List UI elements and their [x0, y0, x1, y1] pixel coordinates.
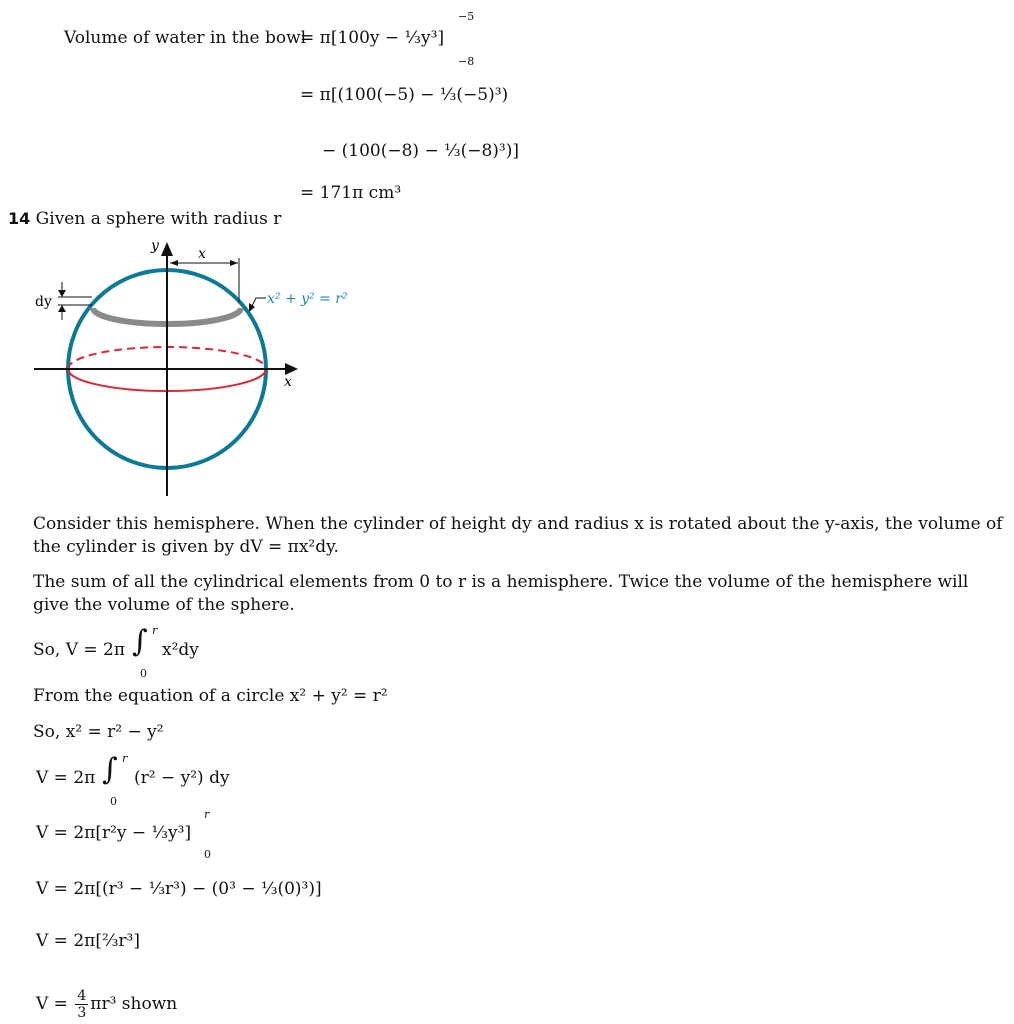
v-antiderivative-lower: 0 [204, 848, 211, 861]
v-simplified: V = 2π[⅔r³] [36, 931, 141, 951]
question-number: 14 [8, 209, 31, 228]
water-volume-label: Volume of water in the bowl [64, 28, 307, 48]
v-integral-upper-limit: r [122, 752, 128, 765]
circle-equation-label: x² + y² = r² [267, 291, 348, 307]
y-axis-arrow [161, 242, 173, 256]
equation-leader-arrow [249, 303, 255, 312]
dy-label: dy [35, 294, 52, 310]
v-final-rest: πr³ shown [90, 994, 178, 1014]
v-integral-sign: ∫ [102, 752, 118, 787]
integral-upper-limit: r [152, 624, 158, 637]
v-final-numerator: 4 [77, 988, 87, 1004]
y-axis-label: y [151, 238, 159, 254]
v-substitution: V = 2π[(r³ − ⅓r³) − (0³ − ⅓(0)³)] [36, 879, 322, 899]
question-14 [8, 209, 281, 229]
water-volume-line-3: − (100(−8) − ⅓(−8)³)] [322, 141, 519, 161]
v-antiderivative: V = 2π[r²y − ⅓y³] [36, 823, 192, 843]
v-final [36, 989, 177, 1020]
v-antiderivative-upper: r [204, 808, 210, 821]
x-radius-label: x [198, 246, 206, 262]
v-integral-lower-limit: 0 [110, 795, 117, 808]
question-text: Given a sphere with radius r [35, 209, 282, 229]
lower-limit: −8 [458, 55, 475, 68]
v-final-prefix: V = [36, 994, 74, 1014]
v-integral-prefix: V = 2π [36, 768, 96, 788]
water-volume-line-2: = π[(100(−5) − ⅓(−5)³) [300, 85, 509, 105]
dy-arrow-bottom [58, 305, 66, 312]
dy-arrow-top [58, 290, 66, 297]
sphere-diagram [0, 236, 380, 504]
upper-limit: −5 [458, 10, 475, 23]
paragraph-cylinder: Consider this hemisphere. When the cylinder of height dy and radius x is rotated about the y-axis, the volume of the cylinder is given by dV = πx²dy. [33, 514, 1003, 557]
integral-prefix: So, V = 2π [33, 640, 126, 660]
circle-equation-line: From the equation of a circle x² + y² = r² [33, 686, 388, 706]
integral-statement [33, 642, 125, 659]
integral-lower-limit: 0 [140, 667, 147, 680]
v-integral-integrand: (r² − y²) dy [134, 768, 230, 788]
water-volume-result: = 171π cm³ [300, 183, 402, 203]
integral-integrand: x²dy [162, 640, 199, 660]
x-axis-label: x [284, 374, 292, 390]
x-dimension-arrow-right [230, 260, 238, 266]
x-dimension-arrow-left [170, 260, 178, 266]
v-final-fraction [75, 989, 88, 1020]
water-volume-line-1: = π[100y − ⅓y³] [300, 28, 445, 48]
x-squared-line: So, x² = r² − y² [33, 722, 164, 742]
integral-sign: ∫ [132, 624, 148, 659]
v-final-denominator: 3 [77, 1005, 87, 1021]
paragraph-hemisphere: The sum of all the cylindrical elements from 0 to r is a hemisphere. Twice the volume of the hemisphere will give the volume of the sphere. [33, 572, 969, 615]
